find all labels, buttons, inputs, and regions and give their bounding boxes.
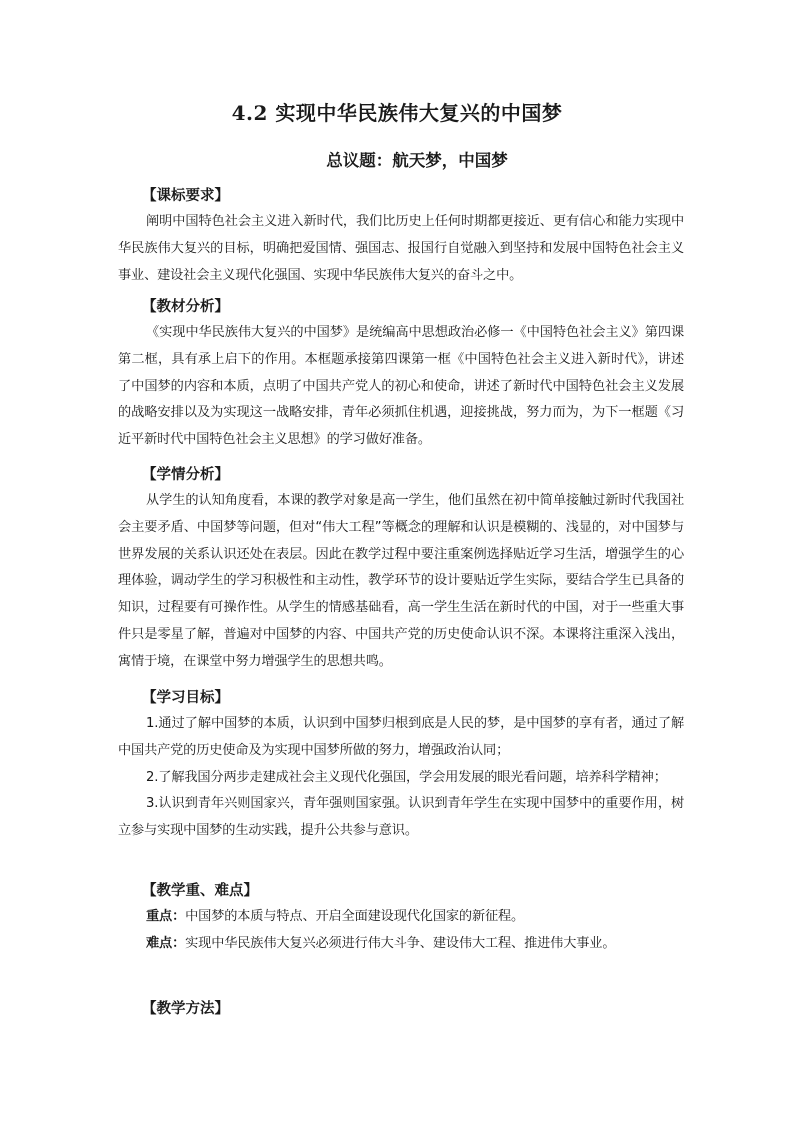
key-point-text: 中国梦的本质与特点、开启全面建设现代化国家的新征程。 <box>185 909 525 924</box>
section-learning-objectives <box>118 685 684 845</box>
section-heading: 【教学方法】 <box>142 1001 229 1017</box>
section-paragraph: 从学生的认知角度看，本课的教学对象是高一学生，他们虽然在初中简单接触过新时代我国社会主要矛盾、中国梦等问题，但对“伟大工程”等概念的理解和认识是模糊的、浅显的，对中国梦与世界发展的关系认识还处在表层。因此在教学过程中要注重案例选择贴近学习生活，增强学生的心理体验，调动学生的学习积极性和主动性，教学环节的设计要贴近学生实际，要结合学生已具备的知识，过程要有可操作性。从学生的情感基础看，高一学生生活在新时代的中国，对于一些重大事件只是零星了解，普遍对中国梦的内容、中国共产党的历史使命认识不深。本课将注重深入浅出，寓情于境，在课堂中努力增强学生的思想共鸣。 <box>118 493 684 669</box>
section-heading: 【教材分析】 <box>142 299 229 315</box>
objective-item: 2.了解我国分两步走建成社会主义现代化强国，学会用发展的眼光看问题，培养科学精神； <box>146 769 667 785</box>
objective-item: 1.通过了解中国梦的本质，认识到中国梦归根到底是人民的梦，是中国梦的享有者，通过了解中国共产党的历史使命及为实现中国梦所做的努力，增强政治认同； <box>118 716 684 758</box>
difficult-point-label: 难点： <box>146 935 186 951</box>
document-subtitle: 总议题：航天梦，中国梦 <box>326 151 508 170</box>
section-heading: 【学习目标】 <box>142 690 229 706</box>
section-heading: 【学情分析】 <box>142 467 229 483</box>
section-teaching-methods <box>118 996 684 1022</box>
section-heading: 【课标要求】 <box>142 188 229 204</box>
section-key-points <box>118 878 684 958</box>
document-title: 4.2 实现中华民族伟大复兴的中国梦 <box>231 101 563 125</box>
section-heading: 【教学重、难点】 <box>142 883 258 899</box>
key-point-line <box>118 904 684 931</box>
key-point-label: 重点： <box>146 909 186 924</box>
difficult-point-line <box>118 931 684 958</box>
section-textbook-analysis <box>118 294 684 454</box>
difficult-point-text: 实现中华民族伟大复兴必须进行伟大斗争、建设伟大工程、推进伟大事业。 <box>185 935 616 951</box>
section-paragraph: 《实现中华民族伟大复兴的中国梦》是统编高中思想政治必修一《中国特色社会主义》第四课第二框，具有承上启下的作用。本框题承接第四课第一框《中国特色社会主义进入新时代》，讲述了中国梦的内容和本质，点明了中国共产党人的初心和使命，讲述了新时代中国特色社会主义发展的战略安排以及为实现这一战略安排，青年必须抓住机遇，迎接挑战，努力而为，为下一框题《习近平新时代中国特色社会主义思想》的学习做好准备。 <box>118 325 684 448</box>
section-paragraph: 阐明中国特色社会主义进入新时代，我们比历史上任何时期都更接近、更有信心和能力实现中华民族伟大复兴的目标，明确把爱国情、强国志、报国行自觉融入到坚持和发展中国特色社会主义事业、建设社会主义现代化强国、实现中华民族伟大复兴的奋斗之中。 <box>118 214 684 283</box>
objective-item: 3.认识到青年兴则国家兴，青年强则国家强。认识到青年学生在实现中国梦中的重要作用，树立参与实现中国梦的生动实践，提升公共参与意识。 <box>118 796 684 839</box>
section-curriculum-requirements <box>118 183 684 289</box>
section-student-analysis <box>118 462 684 676</box>
